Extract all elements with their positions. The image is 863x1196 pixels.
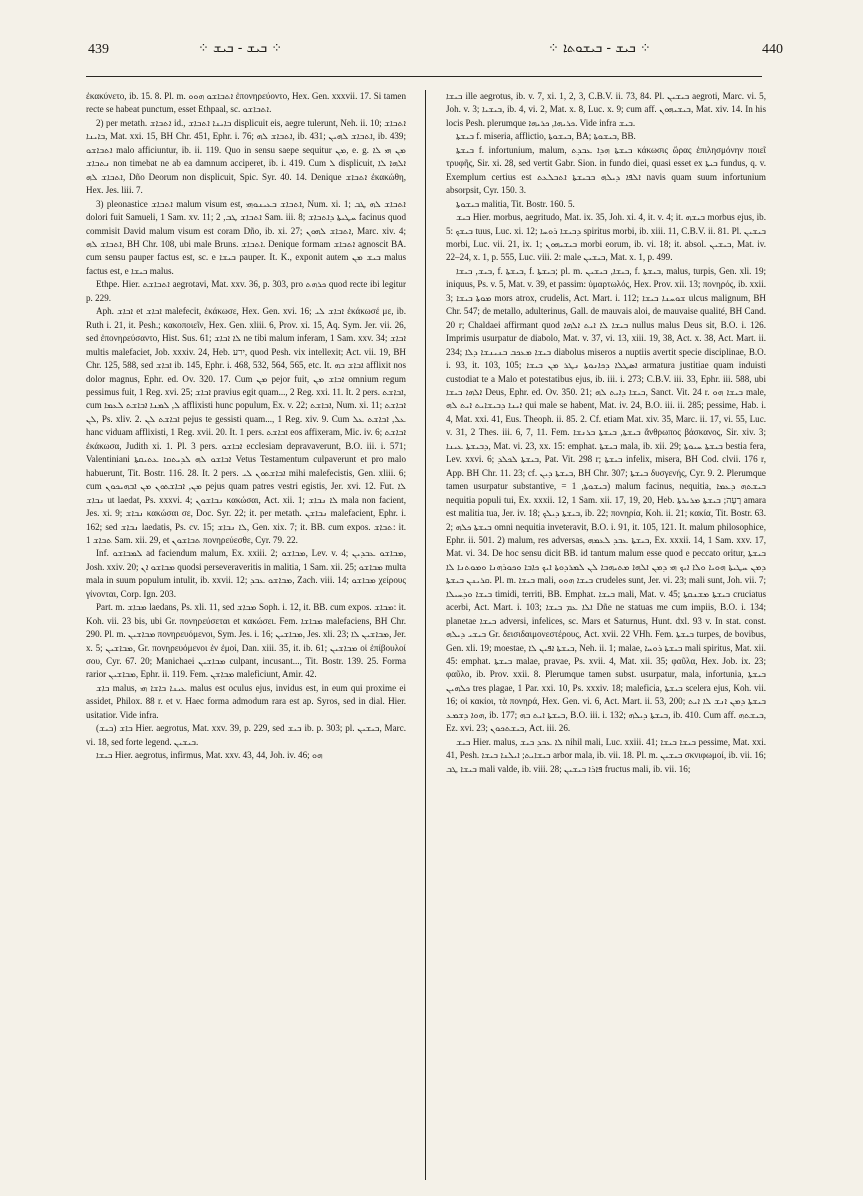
right-column — [446, 90, 766, 1180]
left-column — [86, 90, 406, 1180]
entry-paragraph: Part. m. ܡܒܐܫ laedans, Ps. xli. 11, sed ܡܒܐܫ Soph. i. 12, it. BB. cum expos. ܡܒܐܫ: it. Koh. vii. 23 bis, ubi Gr. πονηρεύσεται et κακώσει. Fem. ܡܒܐܫܐ malefaciens, BH Chr. 290. Pl. m. ܡܒܐܫܝܢ πονηρευόμενοι, Sym. Jes. i. 16; ܡܒܐܫܝܢ, Jes. xli. 23; ܡܒܐܫܝܢ ܠܐ, Jer. x. 5; ܡܒܐܫܝܢ, Gr. πονηρευόμενοι ἐν ἐμοί, Dan. xiii. 35, it. ib. 61; ܡܒܐܫܝܢ οἱ ἐπίβουλοί σου, Cyr. 67. 20; Manichaei ܡܒܐܫܝܢ culpant, incusant..., Tit. Bostr. 139. 25. Forma rarior ܡܒܐܫܝܢ, Ephr. ii. 119. Fem. ܡܒܐܫܢ maleficiunt, Amir. 42. — [86, 602, 406, 680]
page-number-left: 439 — [88, 42, 109, 57]
entry-paragraph: ܒܝܫܐ ille aegrotus, ib. v. 7, xi. 1, 2, 3, C.B.V. ii. 73, 84. Pl. ܒܝܫܝܢ aegroti, Marc. vi. 5, Joh. v. 3; ܒܝܫܝܐ, ib. 4, vi. 2, Mat. x. 8, Luc. x. 9; cum aff. ܒܝܫܝܗܘܢ, Mat. xiv. 14. In his locis Pesh. plerumque ܟܪܝܗܐ, ܟܪܝܗܐ. Vide infra ܒܝܫ. — [446, 91, 766, 128]
entry-paragraph: ܒܐܫ (ܒܝܫ) Hier. aegrotus, Mat. xxv. 39, p. 229, sed ܒܝܫ ib. p. 303; pl. ܒܝܫܝܢ, Marc. vi. 18, sed forte legend. ܒܝܫܝܢ. — [86, 723, 406, 747]
header-rule — [86, 76, 762, 77]
headword-left: ⁘ ܒܝܫ - ܒܝܫ ⁘ — [198, 41, 283, 56]
column-divider — [425, 90, 426, 1180]
entry-paragraph: ܒܝܫܬܐ f. infortunium, malum, ܒܝܫܬܐ ܗܕܐ ܥܒܕܬ κάκωσις ὥρας ἐπιλησμόνην ποιεῖ τρυφῆς, Sir. xi. 28, sed vertit Gabr. Sion. in fundo diei, quasi esset ex ܒܝܬܐ fundus, q. v. Exemplum certius est ܐܠܦܐ ܕܝܠܗ ܒܒܝܫܬܐ ܐܬܒܠܥܬ navis quam suum infortunium absorpsit, Cyr. 150. 3. — [446, 144, 766, 196]
entry-paragraph: ἐκακύνετο, ib. 15. 8. Pl. m. ܐܬܒܐܫܘ ܗܘܘ ἐπονηρεύοντο, Hex. Gen. xxxvii. 17. Si tamen recte se habeat punctum, esset Ethpaal, sc. ܐܬܒܐܫܘ. — [86, 91, 406, 115]
entry-paragraph: Ethpe. Hier. ܐܬܒܐܫܬ aegrotavi, Mat. xxv. 36, p. 303, pro ܟܪܗܬ quod recte ibi legitur p. 229. — [86, 279, 406, 303]
entry-paragraph: ܒܝܫ Hier. morbus, aegritudo, Mat. ix. 35, Joh. xi. 4, it. v. 4; it. ܒܝܫܗ morbus ejus, ib. 5: ܒܝܫܟ tuus, Luc. xi. 12; ܕܒܝܫܐ ܪܘܚܐ spiritus morbi, ib. xiii. 11, C.B.V. ii. 81. Pl. ܒܝܫܝܢ morbi, Luc. vii. 21, ix. 1; ܒܝܫܝܗܘܢ morbi eorum, ib. vi. 18; it. absol. ܒܝܫܝܢ, Mat. iv. 22–24, x. 1, p. 555, Luc. viii. 2: male ܒܝܫܝܢ, Mat. x. 1, p. 499. — [446, 212, 766, 263]
entry-paragraph: ܒܐܫ malus, ܥܝܢܐ ܒܐܫܐ ܗܝ malus est oculus ejus, invidus est, in eum qui proxime ei assidet, Philox. 88 r. et v. Haec forma admodum rara est ap. Syros, sed in dial. Hier. usitatior. Vide infra. — [86, 682, 406, 720]
entry-paragraph: ܒܝܫܘܬܐ malitia, Tit. Bostr. 160. 5. — [456, 198, 575, 209]
entry-paragraph: 3) pleonastice ܐܬܒܐܫ malum visum est, ܐܬܒܐܫ ܒܥܝܢܘܗܝ, Num. xi. 1; ܐܬܒܐܫ ܠܗ ܛܒ dolori fuit Samueli, 1 Sam. xv. 11; ܐܬܒܐܫ ܛܒ, 2 Sam. iii. 8; ܚܛܝܬܐ ܕܐܬܒܐܫ facinus quod commisit David malum visum est coram Dño, ib. xi. 27; ܐܬܒܐܫ ܠܗܘܢ, Marc. xiv. 4; ܐܬܒܐܫ ܠܗ, BH Chr. 108, ubi male Bruns. ܐܬܒܐܫ. Denique formam ܐܬܒܐܫ agnoscit BA. cum sensu pauper factus est, sc. e ܒܝܫܐ pauper. It. K., exponit autem ܒܝܫ ܡܢ malus factus est, e ܒܝܫܐ malus. — [86, 198, 406, 276]
entry-paragraph: ܒܝܫ Hier. malus, ܠܐ ܥܒܕ ܒܝܫ nihil mali, Luc. xxiii. 41; ܒܝܫܐ ܒܝܫܐ pessime, Mat. xxi. 41, Pesh. ܒܝܫܐܝܬ; ܐܝܠܢܐ ܒܝܫܐ arbor mala, ib. vii. 18. Pl. m. ܒܝܫܝܢ σκνιφωμοί, ib. vii. 16; ܒܝܫܐ ܛܒ mali valde, ib. viii. 28; ܦܐܪܐ ܒܝܫܝܢ fructus mali, ib. vii. 16; — [446, 736, 766, 774]
entry-paragraph: 2) per metath. ܐܬܒܐܫ id., ܒܐܝܢܐ ܐܬܒܐܫ displicuit eis, aegre tulerunt, Neh. ii. 10; ܐܬܒܐܫ ܒܐܝܢܐ, Mat. xxi. 15, BH Chr. 451, Ephr. i. 76; ܐܬܒܐܫ ܠܗ, ib. 431; ܐܬܒܐܫ ܠܗܝܢ, ib. 439; ܐܬܒܐܫܘ malo afficiuntur, ib. ii. 119. Quo in sensu saepe sequitur ܡܢ, e. g. ܡܢ ܗܝ ܠܐ ܢܬܒܐܫ non timebat ne ab ea damnum acciperet, ib. i. 419. Cum ܠ displicuit, ܐܠܗܐ ܠܐ ܐܬܒܐܫ ܠܗ, Dño Deorum non displicuit, Spic. Syr. 40. 14. Denique ܐܬܒܐܫ ἐκακώθη, Hex. Jes. liii. 7. — [86, 117, 406, 196]
entry-paragraph: Inf. ܠܡܒܐܫܘ ad faciendum malum, Ex. xxiii. 2; ܡܒܐܫܘ, Lev. v. 4; ܡܒܐܫܘ ܥܒܕܝܢ, Josh. xxiv. 20; ܡܒܐܫܘ ܐܢ quodsi perseveraveritis in malitia, 1 Sam. xii. 25; ܡܒܐܫܘ multa mala in suum populum intulit, ib. xxvii. 12; ܡܒܐܫܘ ܥܒܕ, Zach. viii. 14; ܡܒܐܫܘ χείρους γίνονται, Corp. Ign. 203. — [86, 548, 406, 599]
headword-right: ⁘ ܒܝܫ - ܒܝܫܘܬܐ ⁘ — [548, 41, 651, 56]
page-number-right: 440 — [762, 42, 783, 57]
entry-paragraph: ܒܝܫܬܐ f. miseria, afflictio, ܒܝܫܘܬܐ, BA; ܒܝܫܘܬܐ, BB. — [456, 131, 636, 142]
entry-paragraph: Aph. ܐܒܐܫ et ܐܒܐܫ malefecit, ἐκάκωσε, Hex. Gen. xvi. 16; ܐܒܐܫ ܠܝ ἐκάκωσέ με, ib. Ruth i. 21, it. Pesh.; κακοποιεῖν, Hex. Gen. xliii. 6, Prov. xi. 15, Aq. Sym. Jer. vii. 26, sed ἐπονηρεύσαντο, Hist. Sus. 61; ܠܐ ܐܒܐܫ ne tibi malum inferam, 1 Sam. xxv. 34; ܐܒܐܫ multis malefaciet, Job. xxxiv. 24, Heb. ירע, quod Pesh. vix intellexit; Act. vii. 19, BH Chr. 125, 588, sed ܐܒܐܫ ib. 145, Ephr. i. 468, 532, 564, 565, etc. It. ܐܒܐܫ ܒܗ afflixit nos dolor magnus, Ephr. ed. Ov. 320. 17. Cum ܡܢ pejor fuit, ܐܒܐܫ ܡܢ omnium regum pessimus fuit, 1 Reg. xvi. 25; ܐܒܐܫ pravius egit quam..., 2 Reg. xxi. 11. It. 2 pers. ܐܒܐܫܬ, cum ܠ, ܠܡܢܐ ܐܒܐܫܬ ܠܥܡܐ afflixisti hunc populum, Ex. v. 22; ܐܒܐܫܬ, Num. xi. 11; ܐܒܐܫܬ ܠܢ, Ps. xliv. 2. ܐܒܐܫܬ ܠܢ pejus te gessisti quam..., 1 Reg. xiv. 9. Cum ܥܠ, ܐܒܐܫܬ ܥܠ hanc viduam afflixisti, 1 Reg. xvii. 20. It. 1 pers. ܐܒܐܫܬ eos affixeram, Mic. iv. 6; ܐܒܐܫܬ ἐκάκωσα, Judith xi. 1. Pl. 3 pers. ܐܒܐܫܘ ecclesiam depravaverunt, B.O. iii. i. 571; Valentiniani ܐܒܐܫܘ ܠܗ ܠܕܝܬܩܐ ܥܬܝܩܬܐ Vetus Testamentum culpaverunt et pro malo habuerunt, Tit. Bostr. 116. 28. It. 2 pers. ܐܒܐܫܬܘܢ ܠܝ mihi malefecistis, Gen. xliii. 6; cum ܡܢ, ܐܒܐܫܬܘܢ ܡܢ ܐܒܗܝܟܘܢ pejus quam patres vestri egistis, Jer. xvi. 12. Fut. ܠܐ ܢܒܐܫ ut laedat, Ps. xxxvi. 4; ܢܒܐܫܘܢ κακώσαι, Act. xii. 1; ܠܐ ܢܒܐܫ mala non facient, Jes. xi. 9; ܢܒܐܫ κακώσαι σε, Doc. Syr. 22; it. per metath. ܢܒܐܫܢ malefacient, Ephr. i. 162; sed ܢܒܐܫ laedatis, Ps. cv. 15; ܠܐ ܢܒܐܫ, Gen. xix. 7; it. BB. cum expos. ܬܒܐܫ: it. ܬܒܐܫ 1 Sam. xii. 29, et ܬܒܐܫܘܢ πονηρεύεσθε, Cyr. 79. 22. — [86, 306, 406, 545]
entry-paragraph: ܒܝܫܐ Hier. aegrotus, infirmus, Mat. xxv. 43, 44, Joh. iv. 46; ܗܘ — [96, 750, 323, 761]
running-header — [0, 38, 863, 66]
entry-paragraph: ܒܝܫ, ܒܝܫܐ, f. ܒܝܫܬܐ, f. ܒܝܫܬܐ; pl. m. ܒܝܫܐ, ܒܝܫܝܢ, f. ܒܝܫܬܐ, malus, turpis, Gen. xli. 19; iniquus, Ps. v. 5, Mat. v. 39, et passim: ὑμαρτωλός, Hex. Prov. xii. 13; πονηρός, ib. xxii. 3; ܡܘܬܐ ܒܝܫܐ mors atrox, crudelis, Act. Mart. i. 112; ܫܘܚܢܐ ܒܝܫܐ ulcus malignum, BH Chr. 547; de metallo, adulterinus, Gall. de mauvais aloi, de mauvaise qualité, BH Cand. 20 r; Chaldaei affirmant quod ܒܝܫܐ ܠܐ ܐܝܬ ܐܠܗܐ nullus malus Deus sit, B.O. i. 126. Imprimis usurpatur de diabolo, Mat. v. 37, vi. 13, xiii. 19, 38, Act. x. 38, Act. Mart. ii. 234; ܒܝܫܐ ܡܥܟܒ ܒܢܝܢܫܐ ܕܠܐ diabolus miseros a nuptiis avertit specie disciplinae, B.O. i. 93, it. 103, 105; ܐܣܛܠܐ ܕܟܐܢܘܬܐ ܢܛܪ ܡܢ ܒܝܫܐ armatura justitiae quam induisti custodiat te a Malo et potestatibus ejus, ib. iii. i. 273; C.B.V. iii. 33, Ephr. iii. 588, ubi ܐܠܗܐ ܒܝܫܐ Deus, Ephr. ed. Ov. 350. 21; ܒܝܫܐ ܕܐܝܬ ܠܗ, Sanct. Vit. 24 r. ܒܝܫܐ ܗܘ male, ܐܝܢܐ ܕܒܝܫܐܝܬ ܐܝܬ ܠܗ qui male se habent, Mat. iv. 24, B.O. iii. ii. 285; pessime, Hab. i. 4, Mat. xxi. 41, Eus. Theoph. ii. 85. 2. Cf. etiam Mat. xiv. 35, Marc. ii. 17, vi. 55, Luc. v. 31, 2 Thes. iii. 6, 7, 11. Fem. ܒܝܫܬܐ, ܒܝܫܬܐ ܒܪܢܫܐ ἄνθρωπος βάσκανος, Sir. xiv. 3; ܕܒܝܫܬܐ ܥܝܢܐ, Mat. vi. 23, xx. 15: emphat. ܒܝܫܬܐ mala, ib. xii. 29; ܒܝܫܬܐ ܚܝܘܬܐ bestia fera, Lev. xxvi. 6; ܒܝܫܬܐ ܠܟܠܕ, Pat. Vit. 298 r; ܒܝܫܬܐ infelix, misera, BH Cod. clvii. 176 r, App. BH Chr. 11. 23; cf. ܒܝܫܬܐ ܕܝܢ, BH Chr. 307; ܒܝܫܬܐ δυσγενής, Cyr. 9. 2. Plerumque tamen usurpatur substantive, = ܒܝܫܘܬܐ, 1) malum facinus, nequitia, ܒܝܫܬܗ ܕܥܡܐ nequitia populi tui, Ex. xxxii. 12, 1 Sam. xii. 17, 19, 20, Heb. רָעָה; ܒܝܫܬܐ ܡܪܝܪܬܐ amara est malitia tua, Jer. iv. 18; ܒܝܫܬܐ ܕܝܠܟ, ib. 22; πονηρία, Koh. ii. 21; κακία, Tit. Bostr. 63. 2; ܒܝܫܬܐ ܟܠܗ omni nequitia inveteravit, B.O. i. 91, it. 105, 121. It. malum philosophice, Ephr. ii. 501. 2) malum, res adversas, ܒܝܫܬܐ ܥܒܕ ܠܥܡܗ, Ex. xxxii. 14, 1 Sam. xxv. 17, Mat. vi. 34. De hoc sensu dicit BB. id tantum malum esse quod e peccato oritur, ܒܝܫܬܐ ܕܡܢ ܚܛܝܬܐ ܗܘܝܐ ܘܠܐ ܐܝܟ ܗܝ ܕܡܢ ܐܠܗܐ ܡܬܝܗܒܐ ܠܢ ܠܡܪܕܘܬܐ ܐܝܟ ܟܐܒܐ ܘܟܘܪܗܢܐ ܘܡܘܬܢܐ ܠܐ ܩܪܝܢܢ ܒܝܫܬܐ. Pl. m. ܒܝܫܐ mali, ܒܝܫܐ ܗܘܘ crudeles sunt, Jer. vi. 23; mali sunt, Joh. vii. 7; ܒܝܫܐ ܘܕܚܝܠܐ timidi, territi, BB. Emphat. ܒܝܫܐ mali, Mat. v. 45; ܒܝܫܬܐ ܡܫܢܩܬܐ cruciatus acerbi, Act. Mart. i. 103; ܐܠܐ ܥܡ ܒܝܫܐ Dñe ne statuas me cum impiis, B.O. i. 134; planetae ܒܝܫܐ adversi, infelices, sc. Mars et Saturnus, Hunt. dxl. 93 v. In stat. const. ܒܝܫܝ ܕܝܠܗ Gr. δεισιδαιμονεστέρους, Act. xvii. 22 VHh. Fem. ܒܝܫܬܐ turpes, de bovibus, Gen. xli. 19; moestae, ܒܝܫܬܐ ܐܦܝܢ ܠܐ, Neh. ii. 1; malae, ܒܝܫܬܐ ܪܘܚܐ mali spiritus, Mat. xii. 45: emphat. ܒܝܫܬܐ malae, pravae, Ps. xvii. 4, Mat. xii. 35; φαῦλα, Hex. Job. ix. 23; φαῦλο, ib. Prov. xxii. 8. Plerumque tamen subst. usurpatur, mala, infortunia, ܒܝܫܬܐ ܟܠܗܝܢ tres plagae, 1 Par. xxi. 10, Ps. xxxiv. 18; maleficia, ܒܝܫܬܐ scelera ejus, Koh. vii. 16; οἱ κακίοι, τὰ πονηρά, Hex. Gen. vi. 6, Act. Mart. ii. 53, 200; ܒܝܫܬܐ ܕܡܢ ܐܢܫ ܠܐ ܐܝܬ ܗܘܐ ܕܫܡܥ, ib. 177; ܒܝܫܬܐ ܐܝܬ ܒܗ, B.O. iii. i. 132; ܒܝܫܬܐ ܕܝܠܗ, ib. 410. Cum aff. ܒܝܫܬܗ, Ez. xvi. 23; ܒܝܫܬܟܘܢ, Act. iii. 26. — [446, 265, 766, 734]
